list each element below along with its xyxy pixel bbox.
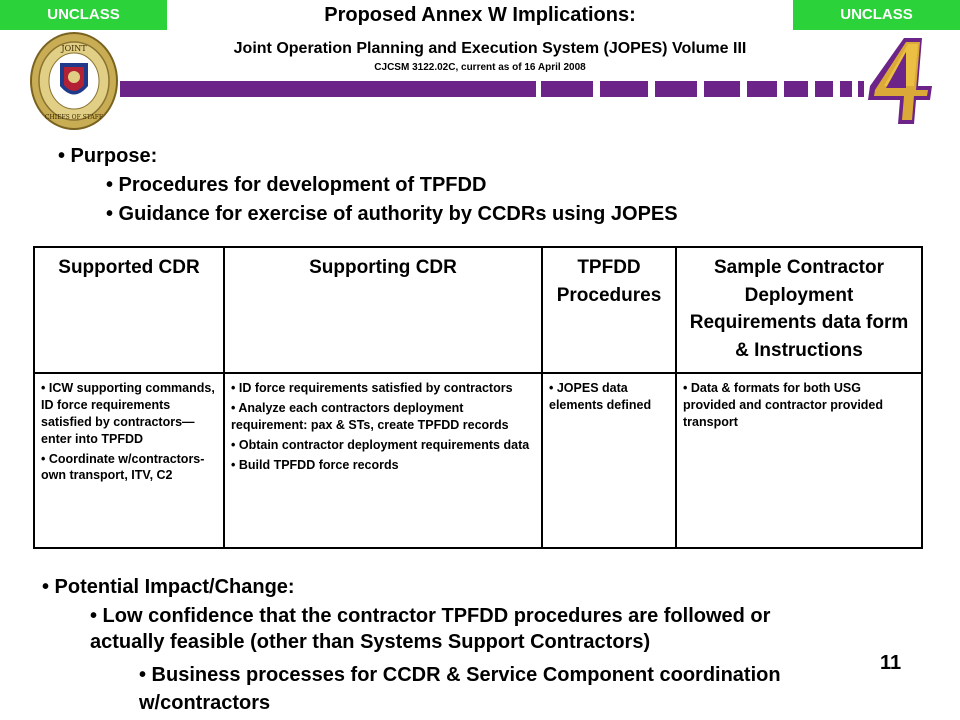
column-header-tpfdd-procedures: TPFDD Procedures — [542, 247, 676, 373]
table-cell — [34, 373, 224, 548]
cell-bullet: • Obtain contractor deployment requirements data — [231, 437, 530, 452]
table-cell — [224, 373, 542, 548]
cell-bullet: • ID force requirements satisfied by contractors — [231, 381, 513, 395]
table-header-row — [34, 247, 922, 373]
impact-item-continued: actually feasible (other than Systems Support Contractors) — [90, 631, 651, 653]
impact-subitem-continued: w/contractors — [139, 692, 271, 714]
header-bar-segment — [600, 81, 648, 97]
table-cell — [542, 373, 676, 548]
cell-bullet: • ICW supporting commands, ID force requirements satisfied by contractors—enter into TPFDD — [41, 381, 215, 446]
cell-bullet: • Data & formats for both USG provided and contractor provided transport — [683, 381, 884, 429]
header-bar-segment — [840, 81, 852, 97]
header-bar-segment — [704, 81, 740, 97]
seal-text-bottom: CHIEFS OF STAFF — [44, 114, 104, 121]
purpose-item: • Procedures for development of TPFDD — [106, 174, 487, 196]
classification-banner-left: UNCLASS — [0, 0, 167, 30]
header-bar-segment — [784, 81, 808, 97]
seal-text-top: JOINT — [61, 44, 87, 53]
cell-bullet: • Coordinate w/contractors-own transport, ITV, C2 — [41, 451, 205, 483]
header-bar — [120, 81, 536, 97]
table-cell — [676, 373, 922, 548]
cell-bullet: • Build TPFDD force records — [231, 457, 399, 472]
purpose-heading: • Purpose: — [58, 145, 158, 167]
header-bar-segment — [655, 81, 697, 97]
header-bar-segment — [541, 81, 593, 97]
column-header-sample-contractor: Sample Contractor Deployment Requirements data form & Instructions — [676, 247, 922, 373]
impact-subitem: • Business processes for CCDR & Service Component coordination — [139, 664, 781, 686]
header-bar-segment — [747, 81, 777, 97]
cell-bullet: • JOPES data elements defined — [549, 381, 652, 412]
table-row — [34, 373, 922, 548]
document-reference: CJCSM 3122.02C, current as of 16 April 2008 — [374, 62, 586, 73]
j4-logo-icon — [862, 36, 936, 128]
purpose-item: • Guidance for exercise of authority by CCDRs using JOPES — [106, 203, 678, 225]
cell-bullet: • Analyze each contractors deployment requirement: pax & STs, create TPFDD records — [231, 400, 509, 432]
header-bar-segment — [815, 81, 833, 97]
slide-subtitle: Joint Operation Planning and Execution System (JOPES) Volume III — [233, 40, 747, 57]
impact-heading: • Potential Impact/Change: — [42, 576, 295, 598]
implications-table — [33, 246, 923, 549]
joint-staff-seal-icon — [30, 31, 118, 131]
column-header-supported-cdr: Supported CDR — [34, 247, 224, 373]
slide-title: Proposed Annex W Implications: — [324, 4, 636, 26]
impact-item: • Low confidence that the contractor TPFDD procedures are followed or — [90, 605, 771, 627]
column-header-supporting-cdr: Supporting CDR — [224, 247, 542, 373]
page-number: 11 — [880, 652, 902, 674]
classification-banner-right: UNCLASS — [793, 0, 960, 30]
